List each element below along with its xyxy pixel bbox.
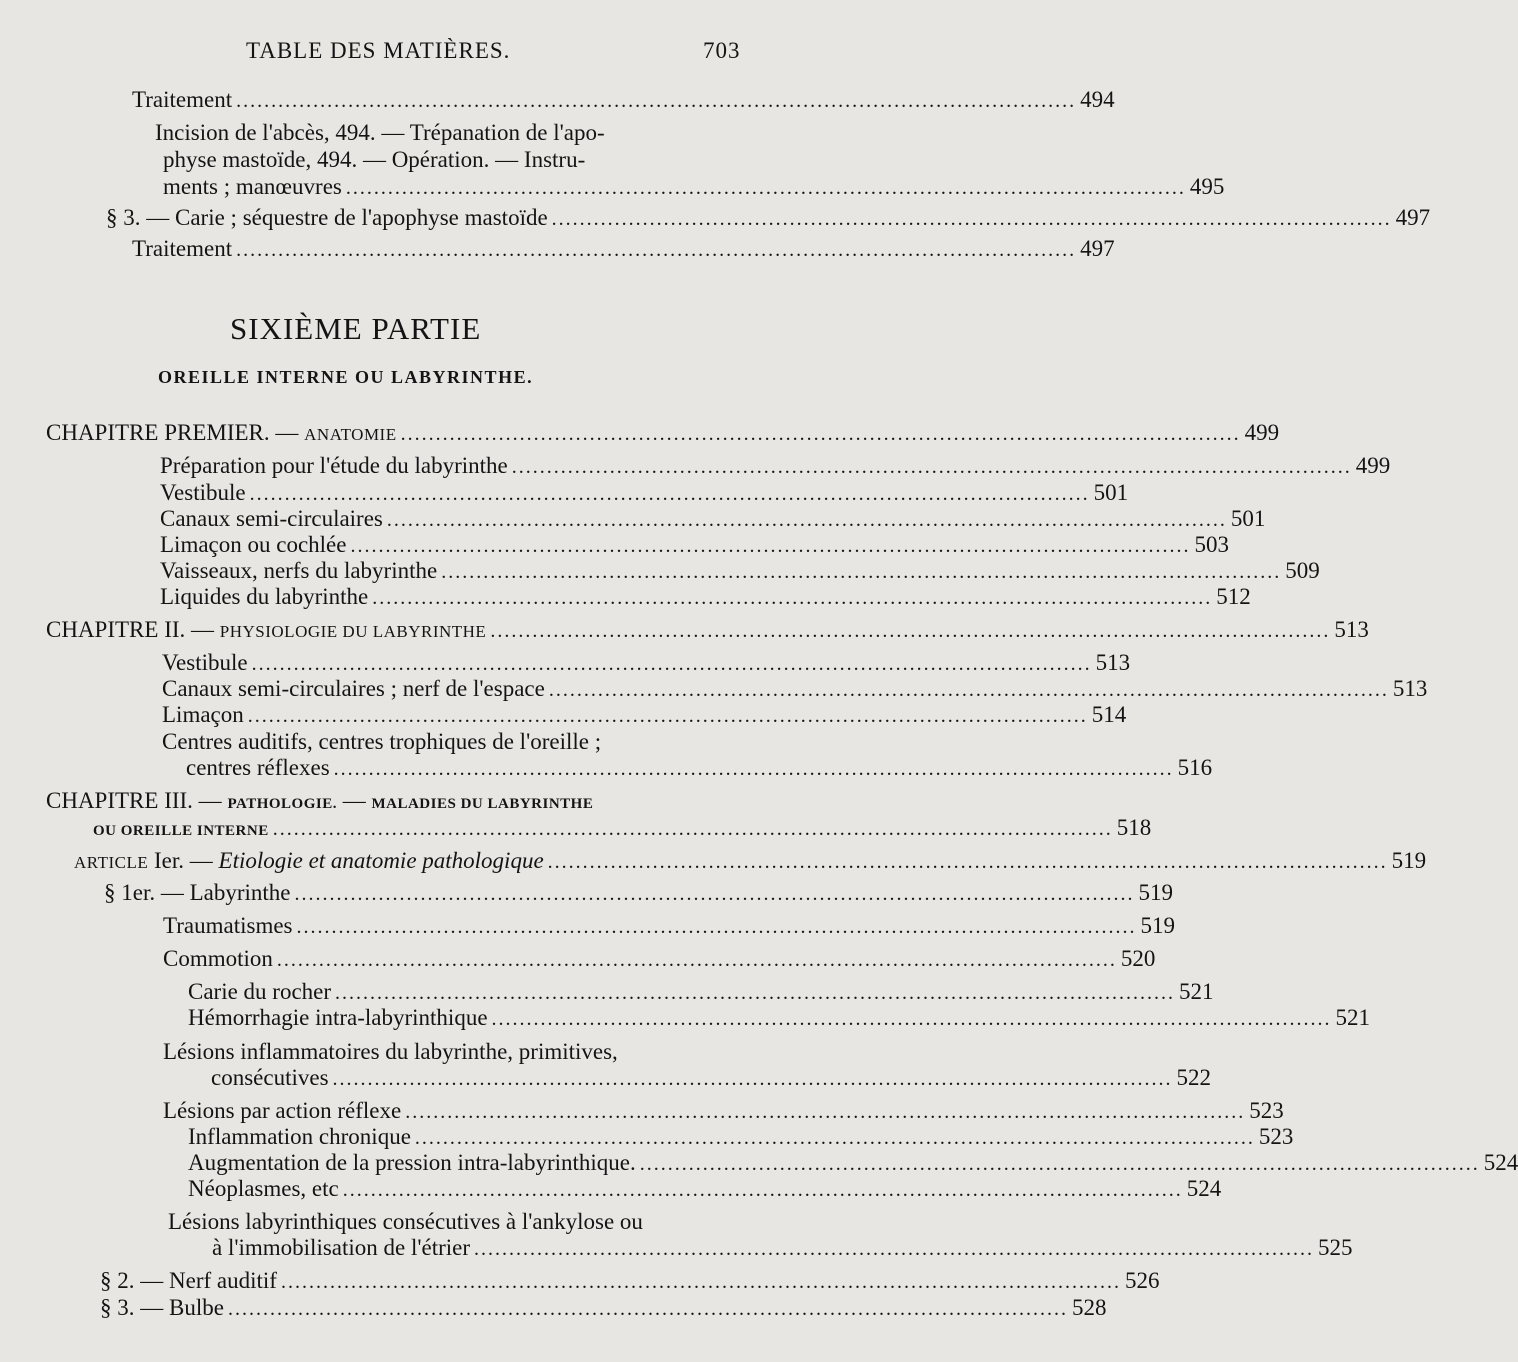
entry-page: 497 <box>1080 236 1115 261</box>
toc-entry <box>188 1150 1518 1177</box>
entry-text-line: Lésions labyrinthiques consécutives à l'ankylose ou <box>168 1209 643 1234</box>
entry-page: 528 <box>1071 1295 1107 1320</box>
article-heading <box>74 848 1427 876</box>
toc-entry <box>106 205 1431 232</box>
entry-page: 519 <box>1138 880 1174 905</box>
leader-dots: ........................................................................................................................ <box>276 949 1117 971</box>
leader-dots: ........................................................................................................................ <box>333 758 1174 780</box>
entry-page: 516 <box>1177 755 1213 780</box>
entry-page: 524 <box>1186 1176 1222 1201</box>
page-number: 703 <box>703 38 741 63</box>
entry-label: Augmentation de la pression intra-labyrinthique. <box>188 1150 636 1175</box>
entry-page: 513 <box>1334 617 1369 642</box>
leader-dots: ........................................................................................................................ <box>227 1298 1068 1320</box>
leader-dots: ........................................................................................................................ <box>251 653 1092 675</box>
leader-dots: ........................................................................................................................ <box>236 90 1077 112</box>
leader-dots: ........................................................................................................................ <box>414 1127 1255 1149</box>
leader-dots: ........................................................................................................................ <box>294 883 1135 905</box>
entry-label: Traitement <box>132 87 233 112</box>
entry-label: § 1er. — Labyrinthe <box>104 880 291 905</box>
entry-label: § 3. — Carie ; séquestre de l'apophyse mastoïde <box>106 205 548 230</box>
entry-page: 499 <box>1244 420 1280 445</box>
entry-label: Vestibule <box>160 480 246 505</box>
entry-page: 525 <box>1318 1235 1353 1260</box>
entry-page: 521 <box>1335 1005 1371 1030</box>
entry-label: Hémorrhagie intra-labyrinthique <box>188 1005 488 1030</box>
leader-dots: ........................................................................................................................ <box>491 1008 1332 1030</box>
toc-entry <box>104 880 1174 907</box>
chapter-prefix: CHAPITRE III. — <box>46 788 222 813</box>
entry-page: 503 <box>1194 532 1229 557</box>
leader-dots: ........................................................................................................................ <box>474 1238 1315 1260</box>
entry-page: 509 <box>1285 558 1320 583</box>
leader-dots: ........................................................................................................................ <box>490 620 1331 642</box>
entry-page: 518 <box>1116 815 1152 840</box>
separator-dash: — <box>342 788 366 813</box>
entry-page: 494 <box>1080 87 1115 112</box>
entry-page: 513 <box>1095 650 1131 675</box>
entry-page: 524 <box>1483 1150 1518 1175</box>
entry-page: 501 <box>1230 506 1266 531</box>
leader-dots: ........................................................................................................................ <box>345 177 1186 199</box>
toc-entry <box>163 1098 1284 1125</box>
entry-page: 514 <box>1091 702 1127 727</box>
entry-label: Traitement <box>132 236 233 261</box>
toc-entry <box>100 1268 1160 1295</box>
entry-label: § 2. — Nerf auditif <box>100 1268 277 1293</box>
chapter-heading <box>46 420 1280 448</box>
toc-entry <box>93 815 1152 844</box>
leader-dots: ........................................................................................................................ <box>350 535 1191 557</box>
leader-dots: ........................................................................................................................ <box>405 1101 1246 1123</box>
leader-dots: ........................................................................................................................ <box>548 679 1389 701</box>
entry-page: 499 <box>1355 453 1391 478</box>
toc-entry <box>160 532 1229 559</box>
leader-dots: ........................................................................................................................ <box>551 208 1392 230</box>
toc-entry <box>132 87 1115 114</box>
entry-label: Traumatismes <box>163 913 293 938</box>
entry-page: 495 <box>1189 174 1225 199</box>
leader-dots: ........................................................................................................................ <box>342 1179 1183 1201</box>
entry-label: OU OREILLE INTERNE <box>93 823 269 839</box>
leader-dots: ........................................................................................................................ <box>639 1153 1480 1175</box>
toc-entry <box>162 702 1127 729</box>
running-header-title: TABLE DES MATIÈRES. <box>246 38 511 63</box>
toc-entry <box>160 453 1391 480</box>
entry-label: Préparation pour l'étude du labyrinthe <box>160 453 508 478</box>
toc-entry <box>188 1005 1371 1032</box>
chapter-prefix: CHAPITRE PREMIER. — <box>46 420 299 445</box>
toc-entry <box>188 1176 1222 1203</box>
leader-dots: ........................................................................................................................ <box>249 483 1090 505</box>
entry-label: Inflammation chronique <box>188 1124 411 1149</box>
article-prefix: ARTICLE <box>74 853 149 872</box>
entry-text-line: Lésions inflammatoires du labyrinthe, primitives, <box>163 1039 618 1064</box>
toc-entry <box>186 755 1213 782</box>
leader-dots: ........................................................................................................................ <box>441 561 1282 583</box>
toc-entry <box>160 506 1266 533</box>
chapter-heading <box>46 617 1369 645</box>
entry-label: Limaçon ou cochlée <box>160 532 347 557</box>
leader-dots: ........................................................................................................................ <box>372 587 1213 609</box>
entry-label: § 3. — Bulbe <box>100 1295 224 1320</box>
leader-dots: ........................................................................................................................ <box>236 239 1077 261</box>
leader-dots: ........................................................................................................................ <box>272 818 1113 840</box>
toc-entry <box>163 174 1225 201</box>
entry-label: ments ; manœuvres <box>163 174 342 199</box>
part-title: SIXIÈME PARTIE <box>230 311 482 346</box>
entry-label: Vaisseaux, nerfs du labyrinthe <box>160 558 438 583</box>
leader-dots: ........................................................................................................................ <box>335 982 1176 1004</box>
entry-page: 523 <box>1249 1098 1284 1123</box>
entry-label: centres réflexes <box>186 755 330 780</box>
toc-entry <box>188 1124 1294 1151</box>
entry-label: Canaux semi-circulaires <box>160 506 383 531</box>
entry-page: 522 <box>1176 1065 1212 1090</box>
entry-page: 526 <box>1124 1268 1160 1293</box>
entry-page: 519 <box>1140 913 1175 938</box>
entry-label: Carie du rocher <box>188 979 332 1004</box>
toc-entry <box>160 584 1251 611</box>
chapter-heading <box>46 788 593 817</box>
chapter-title: PHYSIOLOGIE DU LABYRINTHE <box>219 622 487 641</box>
entry-label: consécutives <box>211 1065 329 1090</box>
toc-entry <box>163 913 1175 940</box>
leader-dots: ........................................................................................................................ <box>296 916 1137 938</box>
entry-label: Liquides du labyrinthe <box>160 584 369 609</box>
entry-page: 501 <box>1093 480 1129 505</box>
toc-entry <box>188 979 1214 1006</box>
entry-text-line: physe mastoïde, 494. — Opération. — Instru- <box>163 147 586 172</box>
entry-page: 519 <box>1391 848 1427 873</box>
entry-text-line: Incision de l'abcès, 494. — Trépanation de l'apo- <box>155 120 605 145</box>
entry-label: Canaux semi-circulaires ; nerf de l'espace <box>162 676 545 701</box>
toc-entry <box>132 236 1115 263</box>
entry-page: 513 <box>1392 676 1428 701</box>
chapter-title-continued: MALADIES DU LABYRINTHE <box>371 796 594 812</box>
entry-page: 497 <box>1395 205 1431 230</box>
part-subtitle: OREILLE INTERNE OU LABYRINTHE. <box>158 367 534 387</box>
entry-label: à l'immobilisation de l'étrier <box>212 1235 471 1260</box>
entry-label: Lésions par action réflexe <box>163 1098 402 1123</box>
toc-entry <box>162 676 1428 703</box>
leader-dots: ........................................................................................................................ <box>280 1271 1121 1293</box>
leader-dots: ........................................................................................................................ <box>332 1068 1173 1090</box>
chapter-title: PATHOLOGIE. <box>227 796 337 812</box>
leader-dots: ........................................................................................................................ <box>511 456 1352 478</box>
entry-label: Néoplasmes, etc <box>188 1176 339 1201</box>
toc-entry <box>211 1065 1212 1092</box>
leader-dots: ........................................................................................................................ <box>247 705 1088 727</box>
toc-entry <box>162 650 1131 677</box>
entry-text-line: Centres auditifs, centres trophiques de l'oreille ; <box>162 729 602 754</box>
chapter-title: ANATOMIE <box>304 425 397 444</box>
toc-entry <box>100 1295 1107 1322</box>
chapter-prefix: CHAPITRE II. — <box>46 617 215 642</box>
entry-page: 523 <box>1258 1124 1294 1149</box>
leader-dots: ........................................................................................................................ <box>400 423 1241 445</box>
article-dash: . — <box>178 848 213 873</box>
entry-page: 512 <box>1216 584 1251 609</box>
toc-entry <box>160 558 1320 585</box>
entry-label: Limaçon <box>162 702 244 727</box>
toc-entry <box>212 1235 1353 1262</box>
entry-page: 521 <box>1179 979 1214 1004</box>
entry-page: 520 <box>1120 946 1156 971</box>
entry-label: Vestibule <box>162 650 248 675</box>
toc-entry <box>163 946 1156 973</box>
toc-entry <box>160 480 1129 507</box>
leader-dots: ........................................................................................................................ <box>386 509 1227 531</box>
article-number: Ier <box>154 848 179 873</box>
leader-dots: ........................................................................................................................ <box>547 851 1388 873</box>
entry-label: Commotion <box>163 946 273 971</box>
article-title: Etiologie et anatomie pathologique <box>218 848 544 873</box>
